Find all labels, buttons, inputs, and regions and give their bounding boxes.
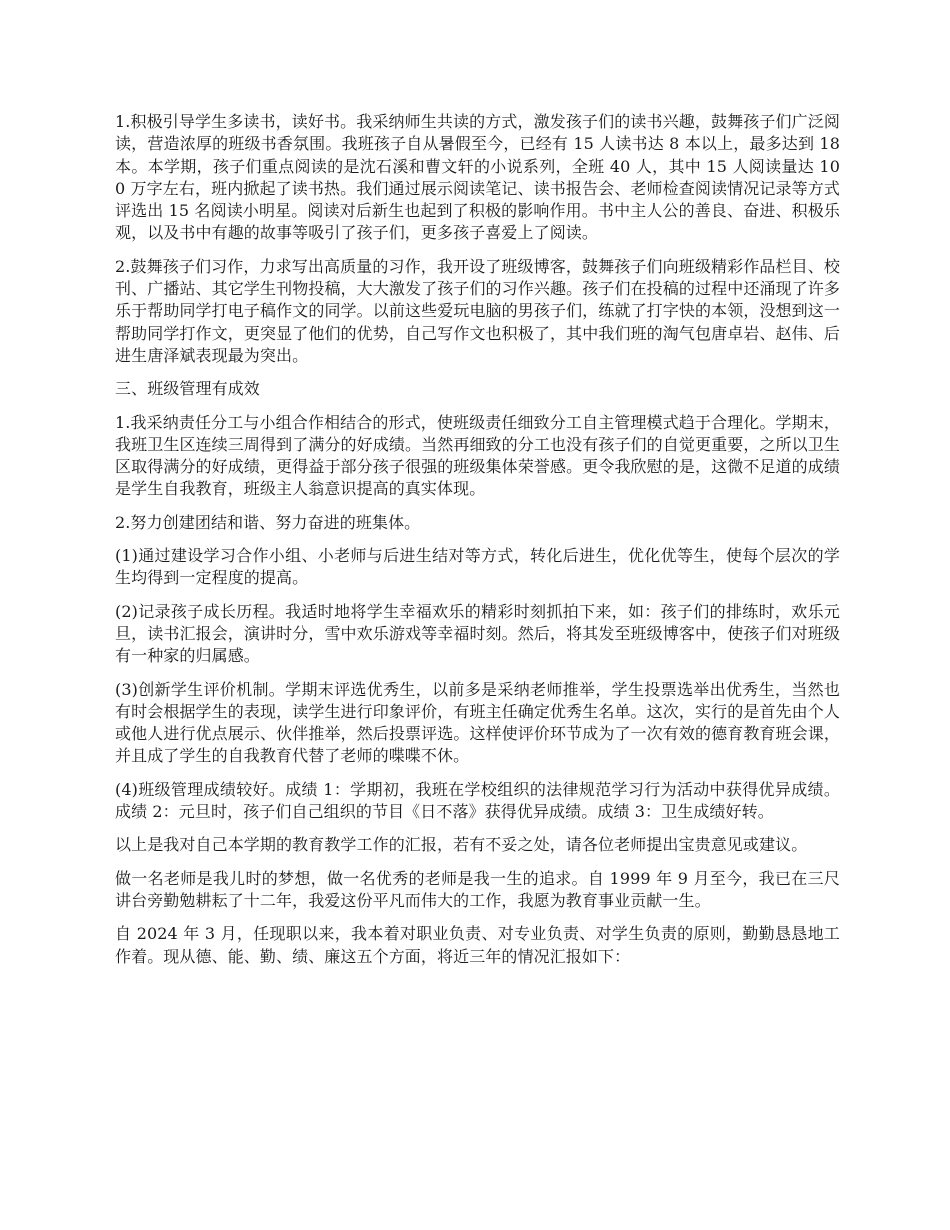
paragraph-responsibility: 1.我采纳责任分工与小组合作相结合的形式，使班级责任细致分工自主管理模式趋于合理化。学期末，我班卫生区连续三周得到了满分的好成绩。当然再细致的分工也没有孩子们的自觉更重要，之所以卫生区取得满分的好成绩，更得益于部分孩子很强的班级集体荣誉感。更令我欣慰的是，这微不足道的成绩是学生自我教育，班级主人翁意识提高的真实体现。 xyxy=(115,412,840,499)
paragraph-item-2: (2)记录孩子成长历程。我适时地将学生幸福欢乐的精彩时刻抓拍下来，如：孩子们的排练时，欢乐元旦，读书汇报会，演讲时分，雪中欢乐游戏等幸福时刻。然后，将其发至班级博客中，使孩子们对班级有一种家的归属感。 xyxy=(115,601,840,666)
section-heading-class-management: 三、班级管理有成效 xyxy=(115,379,260,399)
paragraph-item-4: (4)班级管理成绩较好。成绩 1：学期初，我班在学校组织的法律规范学习行为活动中获得优异成绩。成绩 2：元旦时，孩子们自己组织的节目《日不落》获得优异成绩。成绩 3：卫生成绩好转。 xyxy=(115,779,840,822)
paragraph-item-3: (3)创新学生评价机制。学期末评选优秀生，以前多是采纳老师推举，学生投票选举出优秀生，当然也有时会根据学生的表现，读学生进行印象评价，有班主任确定优秀生名单。这次，实行的是首先由个人或他人进行优点展示、伙伴推举，然后投票评选。这样使评价环节成为了一次有效的德育教育班会课，并且成了学生的自我教育代替了老师的喋喋不休。 xyxy=(115,679,840,766)
paragraph-writing: 2.鼓舞孩子们习作，力求写出高质量的习作，我开设了班级博客，鼓舞孩子们向班级精彩作品栏目、校刊、广播站、其它学生刊物投稿，大大激发了孩子们的习作兴趣。孩子们在投稿的过程中还涌现了许多乐于帮助同学打电子稿作文的同学。以前这些爱玩电脑的男孩子们，练就了打字快的本领，没想到这一帮助同学打作文，更突显了他们的优势，自己写作文也积极了，其中我们班的淘气包唐卓岩、赵伟、后进生唐泽斌表现最为突出。 xyxy=(115,256,840,365)
paragraph-reading: 1.积极引导学生多读书，读好书。我采纳师生共读的方式，激发孩子们的读书兴趣，鼓舞孩子们广泛阅读，营造浓厚的班级书香氛围。我班孩子自从暑假至今，已经有 15 人读书达 8 本以上，最多达到 18 本。本学期，孩子们重点阅读的是沈石溪和曹文轩的小说系列，全班 40 人，其中 15 人阅读量达 100 万字左右，班内掀起了读书热。我们通过展示阅读笔记、读书报告会、老师检查阅读情况记录等方式评选出 15 名阅读小明星。阅读对后新生也起到了积极的影响作用。书中主人公的善良、奋进、积极乐观，以及书中有趣的故事等吸引了孩子们，更多孩子喜爱上了阅读。 xyxy=(115,112,840,243)
document-body xyxy=(115,111,840,979)
paragraph-report-intro: 自 2024 年 3 月，任现职以来，我本着对职业负责、对专业负责、对学生负责的原则，勤勤恳恳地工作着。现从德、能、勤、绩、廉这五个方面，将近三年的情况汇报如下： xyxy=(115,924,840,966)
paragraph-conclusion: 以上是我对自己本学期的教育教学工作的汇报，若有不妥之处，请各位老师提出宝贵意见或建议。 xyxy=(115,835,808,855)
paragraph-dream: 做一名老师是我儿时的梦想，做一名优秀的老师是我一生的追求。自 1999 年 9 月至今，我已在三尺讲台旁勤勉耕耘了十二年，我爱这份平凡而伟大的工作，我愿为教育事业贡献一生。 xyxy=(115,868,840,910)
paragraph-class-unity: 2.努力创建团结和谐、努力奋进的班集体。 xyxy=(115,512,421,532)
paragraph-item-1: (1)通过建设学习合作小组、小老师与后进生结对等方式，转化后进生，优化优等生，使每个层次的学生均得到一定程度的提高。 xyxy=(115,546,840,588)
